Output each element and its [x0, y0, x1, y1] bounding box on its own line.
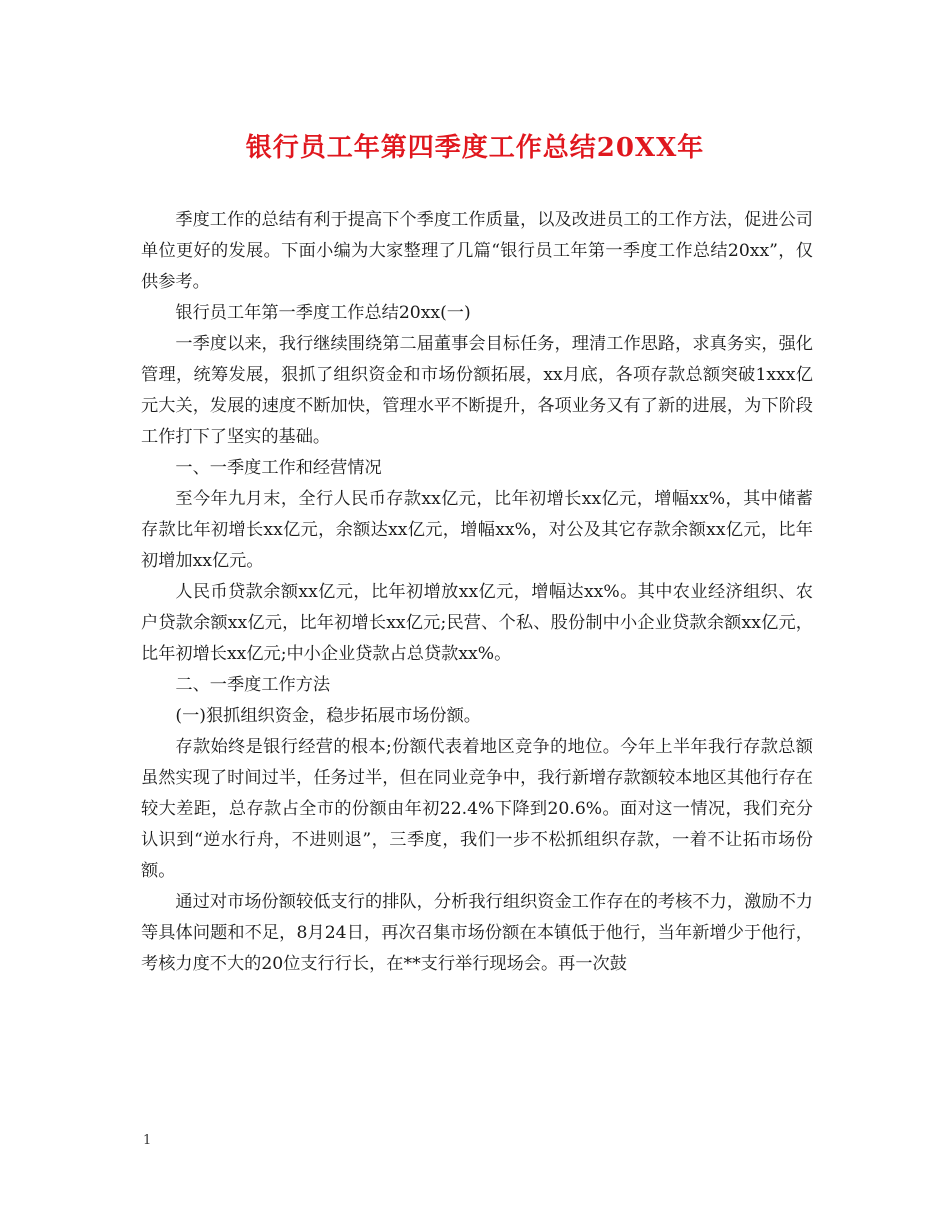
section-heading-2: 二、一季度工作方法 — [175, 675, 331, 695]
paragraph-intro: 季度工作的总结有利于提高下个季度工作质量，以及改进员工的工作方法，促进公司单位更好的发展。下面小编为大家整理了几篇“银行员工年第一季度工作总结20xx”，仅供参考。 — [141, 210, 813, 292]
document-body — [141, 205, 813, 980]
paragraph-meeting: 通过对市场份额较低支行的排队，分析我行组织资金工作存在的考核不力，激励不力等具体问题和不足，8月24日，再次召集市场份额在本镇低于他行，当年新增少于他行，考核力度不大的20位支行行长，在**支行举行现场会。再一次鼓 — [141, 892, 813, 974]
paragraph-overview: 一季度以来，我行继续围绕第二届董事会目标任务，理清工作思路，求真务实，强化管理，统筹发展，狠抓了组织资金和市场份额拓展，xx月底，各项存款总额突破1xxx亿元大关，发展的速度不断加快，管理水平不断提升，各项业务又有了新的进展，为下阶段工作打下了坚实的基础。 — [141, 334, 813, 447]
section-heading-1: 一、一季度工作和经营情况 — [175, 458, 382, 478]
page-number: 1 — [143, 1133, 152, 1148]
subsection-heading-1: (一)狠抓组织资金，稳步拓展市场份额。 — [175, 706, 481, 726]
document-title: 银行员工年第四季度工作总结20XX年 — [245, 133, 705, 163]
paragraph-deposits: 至今年九月末，全行人民币存款xx亿元，比年初增长xx亿元，增幅xx%，其中储蓄存款比年初增长xx亿元，余额达xx亿元，增幅xx%，对公及其它存款余额xx亿元，比年初增加xx亿元。 — [141, 489, 813, 571]
paragraph-subtitle: 银行员工年第一季度工作总结20xx(一) — [175, 303, 471, 323]
paragraph-loans: 人民币贷款余额xx亿元，比年初增放xx亿元，增幅达xx%。其中农业经济组织、农户贷款余额xx亿元，比年初增长xx亿元;民营、个私、股份制中小企业贷款余额xx亿元，比年初增长xx亿元;中小企业贷款占总贷款xx%。 — [141, 582, 813, 664]
paragraph-market-share: 存款始终是银行经营的根本;份额代表着地区竞争的地位。今年上半年我行存款总额虽然实现了时间过半，任务过半，但在同业竞争中，我行新增存款额较本地区其他行存在较大差距，总存款占全市的份额由年初22.4%下降到20.6%。面对这一情况，我们充分认识到“逆水行舟，不进则退”，三季度，我们一步不松抓组织存款，一着不让拓市场份额。 — [141, 737, 813, 881]
